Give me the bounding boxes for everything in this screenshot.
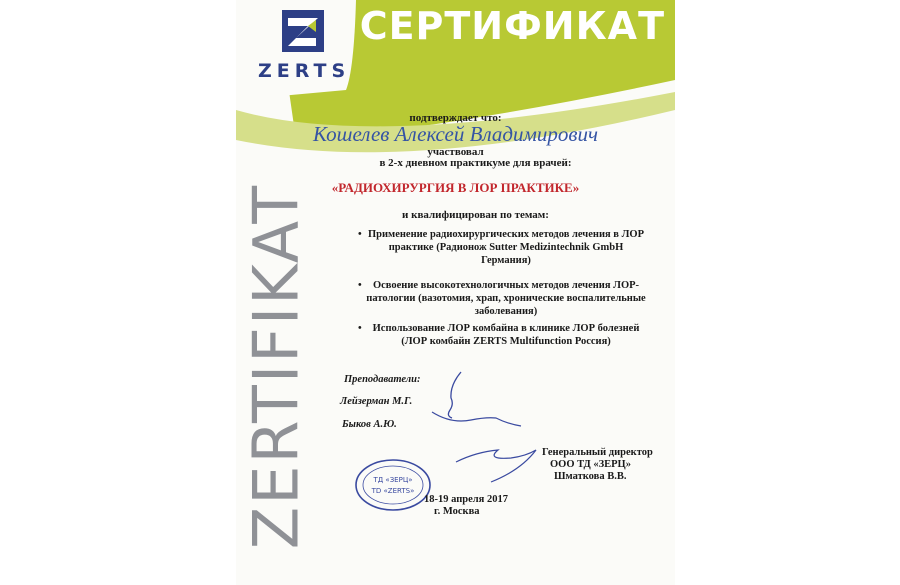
signature-teacher-2 bbox=[432, 412, 521, 426]
stamp-line-1: ТД «ЗЕРЦ» bbox=[373, 476, 413, 484]
event-text: в 2-х дневном практикуме для врачей: bbox=[379, 157, 572, 169]
topic-item: • Освоение высокотехнологичных методов лечения ЛОР-патологии (вазотомия, храп, хронические воспалительные заболевания) bbox=[366, 279, 646, 318]
event-date: 18-19 апреля 2017 bbox=[424, 494, 508, 505]
stamp-line-2: TD «ZERTS» bbox=[371, 487, 415, 495]
certificate bbox=[236, 0, 675, 585]
course-title: «РАДИОХИРУРГИЯ В ЛОР ПРАКТИКЕ» bbox=[331, 180, 580, 195]
topic-item: • Использование ЛОР комбайна в клинике ЛОР болезней (ЛОР комбайн ZERTS Multifunction Россия) bbox=[366, 322, 646, 348]
watermark-text: ZERTIFIKAT bbox=[239, 183, 313, 550]
director-title: Генеральный директор bbox=[542, 447, 653, 458]
teacher-name: Лейзерман М.Г. bbox=[340, 396, 413, 407]
signature-director bbox=[456, 450, 536, 482]
director-name: Шматкова В.В. bbox=[554, 471, 627, 482]
qualified-text: и квалифицирован по темам: bbox=[402, 209, 549, 221]
teachers-label: Преподаватели: bbox=[344, 374, 421, 385]
certificate-title: СЕРТИФИКАТ bbox=[359, 4, 665, 48]
event-city: г. Москва bbox=[434, 506, 480, 517]
signature-teacher-1 bbox=[448, 372, 461, 418]
director-company: ООО ТД «ЗЕРЦ» bbox=[550, 459, 631, 470]
participated-text: участвовал bbox=[427, 146, 484, 158]
teacher-name: Быков А.Ю. bbox=[342, 419, 397, 430]
recipient-name: Кошелев Алексей Владимирович bbox=[312, 122, 599, 146]
company-stamp bbox=[354, 458, 432, 512]
confirms-text: подтверждает что: bbox=[409, 112, 502, 124]
topic-item: • Применение радиохирургических методов лечения в ЛОР практике (Радионож Sutter Medizintechnik GmbH Германия) bbox=[366, 228, 646, 267]
logo-text: ZERTS bbox=[258, 60, 351, 82]
